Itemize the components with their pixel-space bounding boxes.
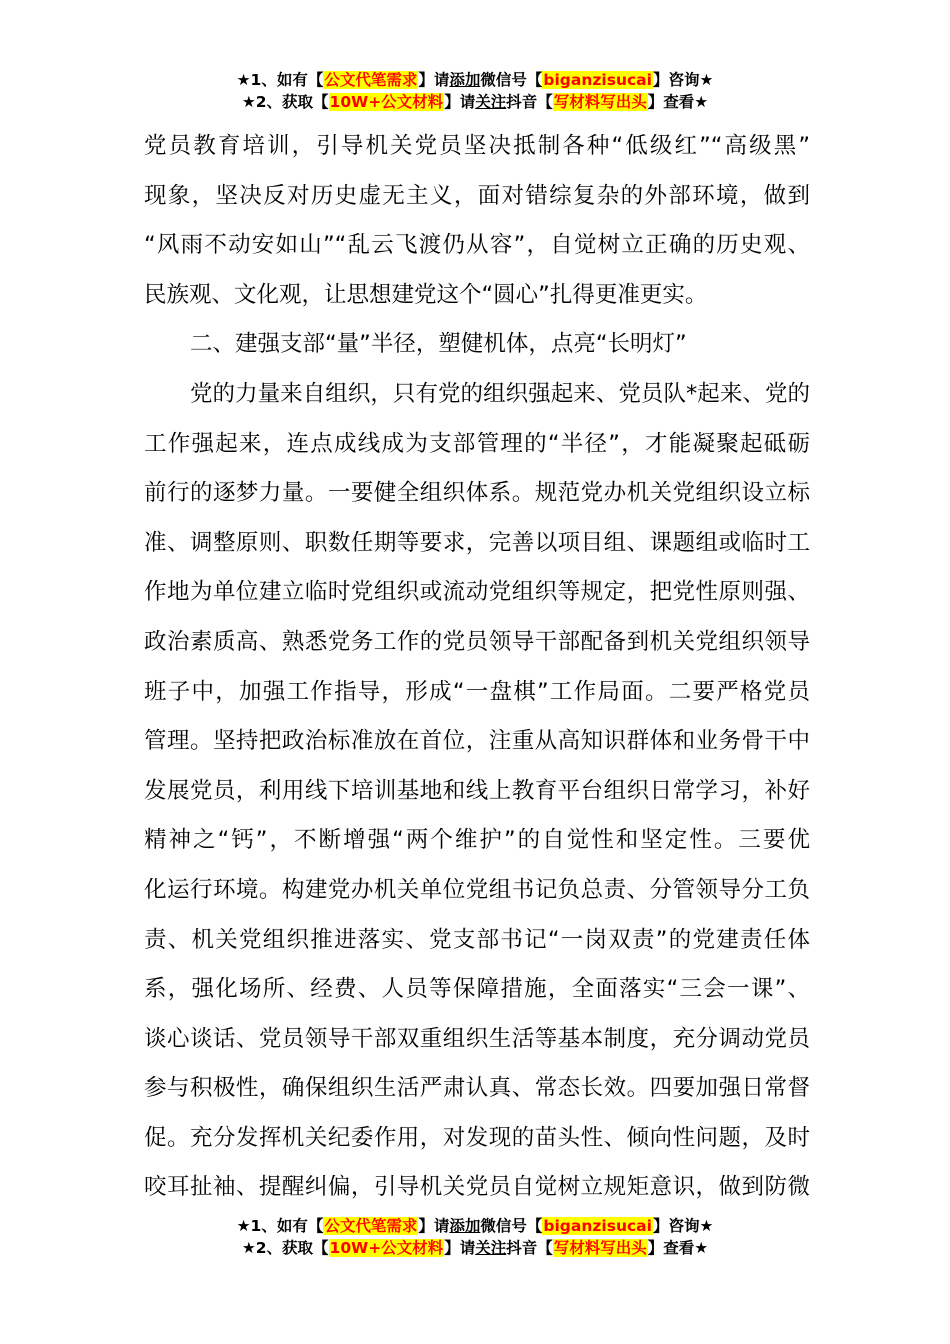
- body-line: 准、调整原则、职数任期等要求，完善以项目组、课题组或临时工: [144, 529, 810, 556]
- promo-line-2: [0, 91, 950, 113]
- promo-text: 】查看★: [647, 1239, 709, 1257]
- promo-text: 】咨询★: [652, 71, 714, 89]
- promo-underlined-text: 添加: [449, 71, 481, 89]
- body-line: 党的力量来自组织，只有党的组织强起来、党员队*起来、党的: [190, 380, 810, 407]
- promo-highlight-douyin: 写材料写出头: [553, 1239, 647, 1257]
- body-line: 前行的逐梦力量。一要健全组织体系。规范党办机关党组织设立标: [144, 480, 810, 507]
- promo-line-2: [0, 1237, 950, 1259]
- body-line: 班子中，加强工作指导，形成“一盘棋”工作局面。二要严格党员: [144, 678, 810, 705]
- promo-line-1: [0, 1215, 950, 1237]
- promo-underlined-text: 关注: [475, 93, 507, 111]
- promo-highlight-wechat-id: biganzisucai: [543, 71, 652, 89]
- promo-underlined-text: 添加: [449, 1217, 481, 1235]
- promo-banner-bottom: [0, 1215, 950, 1259]
- body-line: 民族观、文化观，让思想建党这个“圆心”扎得更准更实。: [144, 281, 708, 308]
- promo-text: 】请: [444, 1239, 476, 1257]
- section-heading: 二、建强支部“量”半径，塑健机体，点亮“长明灯”: [190, 331, 687, 358]
- promo-text: 抖音【: [506, 93, 553, 111]
- promo-highlight: 10W+公文材料: [329, 93, 444, 111]
- promo-text: ★2、获取【: [241, 1239, 329, 1257]
- promo-text: 】查看★: [647, 93, 709, 111]
- document-body: [144, 122, 810, 1213]
- promo-text: 】咨询★: [652, 1217, 714, 1235]
- body-line: 促。充分发挥机关纪委作用，对发现的苗头性、倾向性问题，及时: [144, 1124, 810, 1151]
- body-line: 精神之“钙”，不断增强“两个维护”的自觉性和坚定性。三要优: [144, 827, 810, 854]
- body-line: 发展党员，利用线下培训基地和线上教育平台组织日常学习，补好: [144, 777, 810, 804]
- body-line: 政治素质高、熟悉党务工作的党员领导干部配备到机关党组织领导: [144, 628, 810, 655]
- promo-highlight-douyin: 写材料写出头: [553, 93, 647, 111]
- body-line: 工作强起来，连点成线成为支部管理的“半径”，才能凝聚起砥砺: [144, 430, 810, 457]
- promo-line-1: [0, 69, 950, 91]
- body-line: 作地为单位建立临时党组织或流动党组织等规定，把党性原则强、: [144, 579, 810, 606]
- promo-text: ★1、如有【: [236, 71, 324, 89]
- body-line: 参与积极性，确保组织生活严肃认真、常态长效。四要加强日常督: [144, 1075, 810, 1102]
- promo-highlight: 10W+公文材料: [329, 1239, 444, 1257]
- body-line: 现象，坚决反对历史虚无主义，面对错综复杂的外部环境，做到: [144, 182, 810, 209]
- promo-text: 】请: [418, 1217, 450, 1235]
- body-line: 党员教育培训，引导机关党员坚决抵制各种“低级红”“高级黑”: [144, 133, 810, 159]
- promo-text: ★2、获取【: [241, 93, 329, 111]
- body-line: 化运行环境。构建党办机关单位党组书记负总责、分管领导分工负: [144, 876, 810, 903]
- promo-underlined-text: 关注: [475, 1239, 507, 1257]
- promo-text: ★1、如有【: [236, 1217, 324, 1235]
- promo-highlight: 公文代笔需求: [324, 1217, 418, 1235]
- promo-text: 微信号【: [480, 71, 543, 89]
- body-line: 咬耳扯袖、提醒纠偏，引导机关党员自觉树立规矩意识，做到防微: [144, 1174, 810, 1201]
- promo-text: 】请: [418, 71, 450, 89]
- body-line: 系，强化场所、经费、人员等保障措施，全面落实“三会一课”、: [144, 976, 810, 1003]
- promo-highlight: 公文代笔需求: [324, 71, 418, 89]
- promo-text: 微信号【: [480, 1217, 543, 1235]
- body-line: 责、机关党组织推进落实、党支部书记“一岗双责”的党建责任体: [144, 926, 810, 953]
- promo-highlight-wechat-id: biganzisucai: [543, 1217, 652, 1235]
- promo-text: 抖音【: [506, 1239, 553, 1257]
- promo-banner-top: [0, 69, 950, 113]
- promo-text: 】请: [444, 93, 476, 111]
- body-line: 管理。坚持把政治标准放在首位，注重从高知识群体和业务骨干中: [144, 728, 810, 755]
- body-line: “风雨不动安如山”“乱云飞渡仍从容”，自觉树立正确的历史观、: [144, 232, 810, 259]
- body-line: 谈心谈话、党员领导干部双重组织生活等基本制度，充分调动党员: [144, 1025, 810, 1052]
